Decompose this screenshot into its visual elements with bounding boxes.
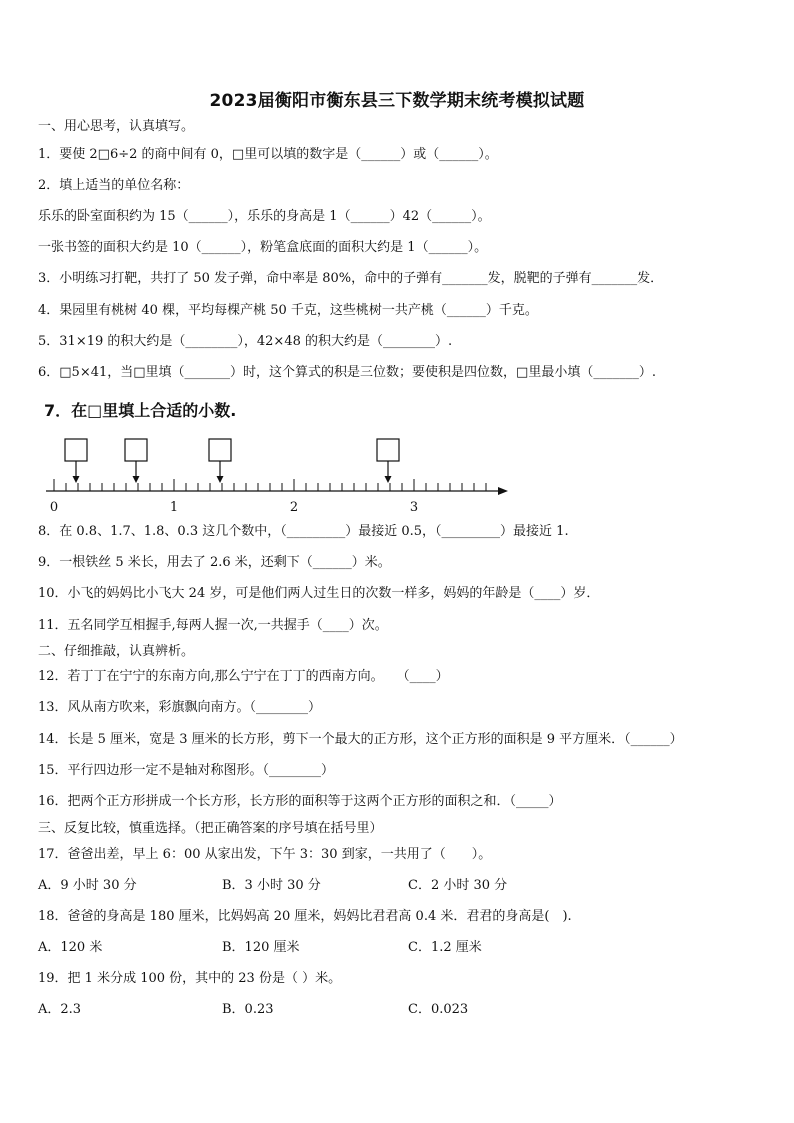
- question-7: 7．在□里填上合适的小数.: [44, 401, 237, 420]
- page-title: 2023届衡阳市衡东县三下数学期末统考模拟试题: [209, 91, 585, 111]
- q17-option-c: C．2 小时 30 分: [408, 878, 508, 893]
- question-4: 4．果园里有桃树 40 棵，平均每棵产桃 50 千克，这些桃树一共产桃（______）千克。: [38, 303, 538, 318]
- section-1-heading: 一、用心思考，认真填写。: [38, 119, 195, 134]
- question-2: 2．填上适当的单位名称：: [38, 178, 190, 193]
- answer-box: [209, 439, 231, 461]
- question-12: 12．若丁丁在宁宁的东南方向,那么宁宁在丁丁的西南方向。 （____）: [38, 669, 449, 684]
- axis-label-3: 3: [409, 500, 419, 515]
- pointer-arrowhead: [217, 476, 224, 483]
- question-2b: 一张书签的面积大约是 10（______），粉笔盒底面的面积大约是 1（______）。: [38, 240, 488, 255]
- q18-option-c: C．1.2 厘米: [408, 940, 482, 955]
- question-19: 19．把 1 米分成 100 份，其中的 23 份是（ ）米。: [38, 971, 342, 986]
- answer-boxes: [65, 439, 399, 461]
- box-pointers: [76, 461, 388, 477]
- answer-box: [125, 439, 147, 461]
- question-1: 1．要使 2□6÷2 的商中间有 0，□里可以填的数字是（______）或（______）。: [38, 147, 498, 162]
- axis-label-2: 2: [289, 500, 299, 515]
- q17-option-b: B．3 小时 30 分: [222, 878, 321, 893]
- question-17: 17．爸爸出差，早上 6：00 从家出发，下午 3：30 到家，一共用了（ ）。: [38, 847, 492, 862]
- question-11: 11．五名同学互相握手,每两人握一次,一共握手（____）次。: [38, 618, 388, 633]
- question-6: 6．□5×41，当□里填（_______）时，这个算式的积是三位数；要使积是四位数，□里最小填（_______）.: [38, 365, 656, 380]
- pointer-arrowhead: [133, 476, 140, 483]
- pointer-arrowhead: [73, 476, 80, 483]
- question-18: 18．爸爸的身高是 180 厘米，比妈妈高 20 厘米，妈妈比君君高 0.4 米．君君的身高是( ).: [38, 909, 572, 924]
- question-13: 13．风从南方吹来，彩旗飘向南方。（________）: [38, 700, 322, 715]
- question-10: 10．小飞的妈妈比小飞大 24 岁，可是他们两人过生日的次数一样多，妈妈的年龄是（____）岁．: [38, 586, 600, 601]
- section-3-heading: 三、反复比较，慎重选择。（把正确答案的序号填在括号里）: [38, 821, 383, 836]
- q19-option-c: C．0.023: [408, 1002, 469, 1017]
- question-2a: 乐乐的卧室面积约为 15（______），乐乐的身高是 1（______）42（______）。: [38, 209, 491, 224]
- section-2-heading: 二、仔细推敲，认真辨析。: [38, 644, 195, 659]
- number-line-figure: [0, 430, 794, 520]
- q17-option-a: A．9 小时 30 分: [38, 878, 137, 893]
- q19-option-a: A．2.3: [38, 1002, 82, 1017]
- question-16: 16．把两个正方形拼成一个长方形，长方形的面积等于这两个正方形的面积之和．（_____）: [38, 794, 562, 809]
- pointer-arrowhead: [385, 476, 392, 483]
- question-9: 9．一根铁丝 5 米长，用去了 2.6 米，还剩下（______）米。: [38, 555, 391, 570]
- axis-label-0: 0: [49, 500, 59, 515]
- q18-option-a: A．120 米: [38, 940, 103, 955]
- question-3: 3．小明练习打靶，共打了 50 发子弹，命中率是 80%，命中的子弹有_______发，脱靶的子弹有_______发．: [38, 271, 664, 286]
- q19-option-b: B．0.23: [222, 1002, 274, 1017]
- axis-label-1: 1: [169, 500, 179, 515]
- answer-box: [65, 439, 87, 461]
- question-14: 14．长是 5 厘米，宽是 3 厘米的长方形，剪下一个最大的正方形，这个正方形的面积是 9 平方厘米．（______）: [38, 732, 683, 747]
- axis-arrowhead: [498, 487, 508, 495]
- question-15: 15．平行四边形一定不是轴对称图形。（________）: [38, 763, 335, 778]
- number-line-ticks: [54, 479, 486, 491]
- question-8: 8．在 0.8、1.7、1.8、0.3 这几个数中，（_________）最接近 0.5，（_________）最接近 1.: [38, 524, 569, 539]
- answer-box: [377, 439, 399, 461]
- q18-option-b: B．120 厘米: [222, 940, 300, 955]
- question-5: 5．31×19 的积大约是（________），42×48 的积大约是（________）.: [38, 334, 453, 349]
